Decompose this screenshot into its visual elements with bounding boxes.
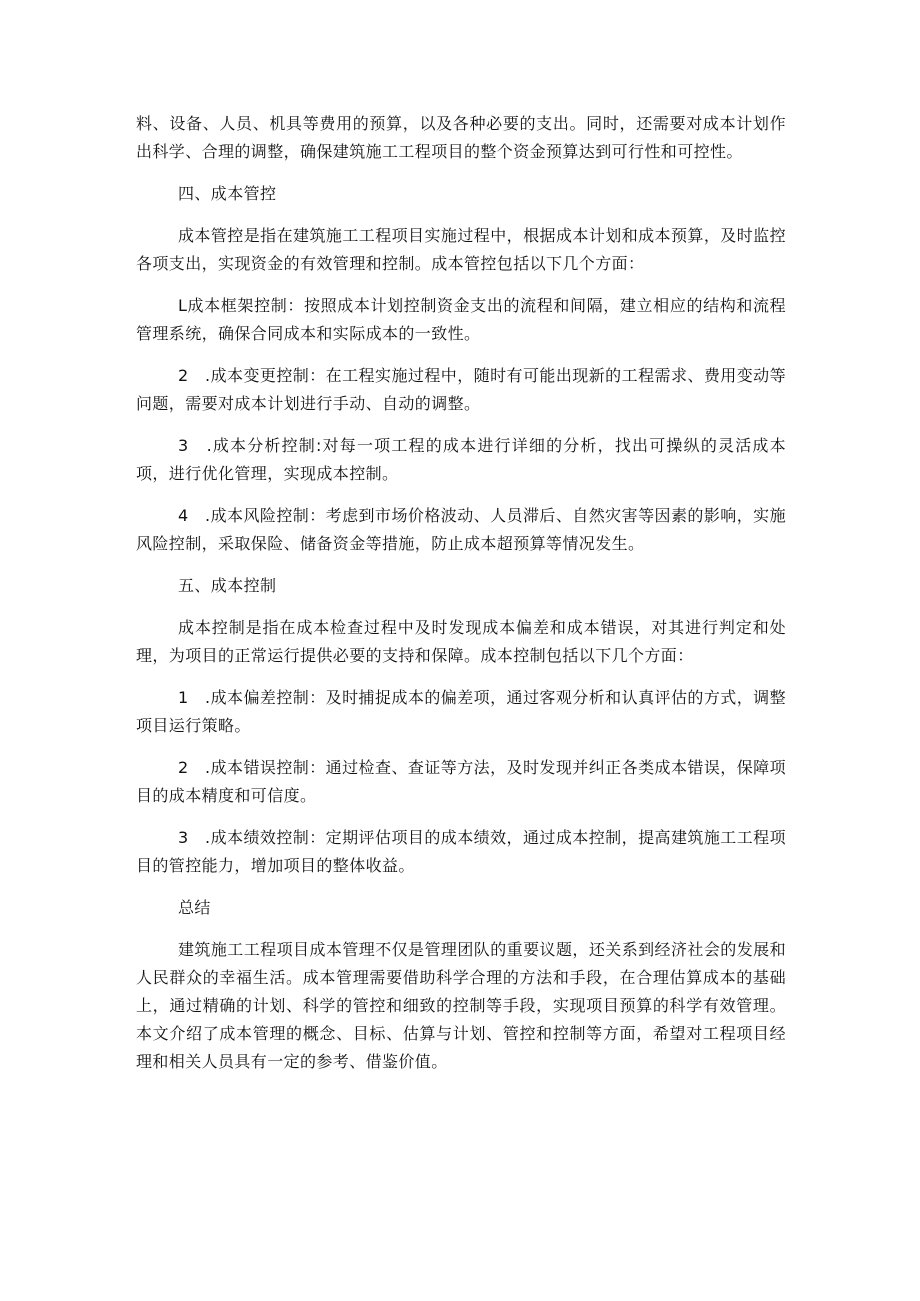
section-heading-summary: 总结 [178,898,211,917]
paragraph-cost-control-intro: 成本控制是指在成本检查过程中及时发现成本偏差和成本错误，对其进行判定和处理，为项目的正常运行提供必要的支持和保障。成本控制包括以下几个方面： [136,618,786,665]
list-item-cost-deviation-control: 1 .成本偏差控制：及时捕捉成本的偏差项，通过客观分析和认真评估的方式，调整项目运行策略。 [136,688,786,735]
paragraph-budget-continuation: 料、设备、人员、机具等费用的预算，以及各种必要的支出。同时，还需要对成本计划作出科学、合理的调整，确保建筑施工工程项目的整个资金预算达到可行性和可控性。 [136,114,786,161]
section-heading-cost-control: 五、成本控制 [178,576,277,595]
list-item-cost-error-control: 2 .成本错误控制：通过检查、查证等方法，及时发现并纠正各类成本错误，保障项目的成本精度和可信度。 [136,758,786,805]
list-item-cost-framework-control: L成本框架控制：按照成本计划控制资金支出的流程和间隔，建立相应的结构和流程管理系统，确保合同成本和实际成本的一致性。 [136,296,786,343]
list-item-cost-change-control: 2 .成本变更控制：在工程实施过程中，随时有可能出现新的工程需求、费用变动等问题，需要对成本计划进行手动、自动的调整。 [136,366,786,413]
paragraph-cost-management-intro: 成本管控是指在建筑施工工程项目实施过程中，根据成本计划和成本预算，及时监控各项支出，实现资金的有效管理和控制。成本管控包括以下几个方面： [136,226,786,273]
section-heading-cost-management: 四、成本管控 [178,184,277,203]
list-item-cost-risk-control: 4 .成本风险控制：考虑到市场价格波动、人员滞后、自然灾害等因素的影响，实施风险控制，采取保险、储备资金等措施，防止成本超预算等情况发生。 [136,506,786,553]
document-page [136,110,786,1090]
list-item-cost-performance-control: 3 .成本绩效控制：定期评估项目的成本绩效，通过成本控制，提高建筑施工工程项目的管控能力，增加项目的整体收益。 [136,828,786,875]
list-item-cost-analysis-control: 3 .成本分析控制:对每一项工程的成本进行详细的分析，找出可操纵的灵活成本项，进行优化管理，实现成本控制。 [136,436,786,483]
paragraph-summary: 建筑施工工程项目成本管理不仅是管理团队的重要议题，还关系到经济社会的发展和人民群众的幸福生活。成本管理需要借助科学合理的方法和手段，在合理估算成本的基础上，通过精确的计划、科学的管控和细致的控制等手段，实现项目预算的科学有效管理。本文介绍了成本管理的概念、目标、估算与计划、管控和控制等方面，希望对工程项目经理和相关人员具有一定的参考、借鉴价值。 [136,940,786,1071]
